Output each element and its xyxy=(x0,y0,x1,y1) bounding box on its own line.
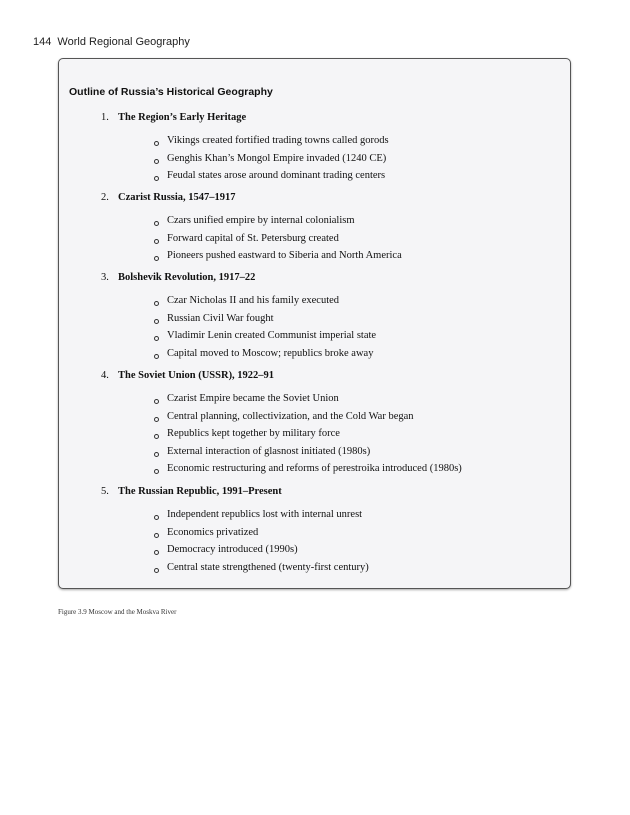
list-item-text: Vladimir Lenin created Communist imperial state xyxy=(167,330,377,341)
circle-bullet-icon xyxy=(154,301,159,306)
list-item-text: Independent republics lost with internal unrest xyxy=(167,509,363,520)
circle-bullet-icon xyxy=(154,256,159,261)
list-item-text: Czarist Empire became the Soviet Union xyxy=(167,393,339,404)
list-item-text: Central state strengthened (twenty-first century) xyxy=(167,561,369,573)
book-title: World Regional Geography xyxy=(57,36,190,48)
section-number: 1. xyxy=(101,112,109,123)
circle-bullet-icon xyxy=(154,319,159,324)
circle-bullet-icon xyxy=(154,141,159,146)
list-item-text: Economics privatized xyxy=(167,526,259,538)
circle-bullet-icon xyxy=(154,417,159,422)
list-item-text: Russian Civil War fought xyxy=(167,312,274,324)
section-title: Czarist Russia, 1547–1917 xyxy=(118,192,236,203)
circle-bullet-icon xyxy=(154,176,159,181)
list-item-text: Feudal states arose around dominant trading centers xyxy=(167,170,386,181)
page-number: 144 xyxy=(33,36,52,48)
outline-title: Outline of Russia’s Historical Geography xyxy=(69,86,273,98)
list-item-text: Central planning, collectivization, and the Cold War began xyxy=(167,410,414,422)
list-item-text: Vikings created fortified trading towns called gorods xyxy=(167,135,389,146)
list-item-text: Democracy introduced (1990s) xyxy=(167,544,298,555)
circle-bullet-icon xyxy=(154,469,159,474)
section-number: 5. xyxy=(101,486,109,497)
section-title: The Soviet Union (USSR), 1922–91 xyxy=(118,370,275,381)
section-title: The Region’s Early Heritage xyxy=(118,112,247,123)
circle-bullet-icon xyxy=(154,354,159,359)
list-item-text: Capital moved to Moscow; republics broke away xyxy=(167,347,374,359)
figure-caption: Figure 3.9 Moscow and the Moskva River xyxy=(58,608,177,616)
circle-bullet-icon xyxy=(154,239,159,244)
circle-bullet-icon xyxy=(154,336,159,341)
circle-bullet-icon xyxy=(154,399,159,404)
circle-bullet-icon xyxy=(154,550,159,555)
section-number: 3. xyxy=(101,272,109,283)
page-header xyxy=(33,36,190,48)
section-number: 4. xyxy=(101,370,109,381)
section-title: Bolshevik Revolution, 1917–22 xyxy=(118,272,256,283)
circle-bullet-icon xyxy=(154,568,159,573)
circle-bullet-icon xyxy=(154,533,159,538)
list-item-text: Pioneers pushed eastward to Siberia and North America xyxy=(167,250,402,261)
section-title: The Russian Republic, 1991–Present xyxy=(118,486,282,497)
list-item-text: Republics kept together by military force xyxy=(167,428,340,439)
circle-bullet-icon xyxy=(154,159,159,164)
circle-bullet-icon xyxy=(154,434,159,439)
list-item-text: Genghis Khan’s Mongol Empire invaded (1240 CE) xyxy=(167,152,387,164)
list-item-text: Forward capital of St. Petersburg created xyxy=(167,232,339,244)
outline-box xyxy=(58,58,571,589)
circle-bullet-icon xyxy=(154,515,159,520)
list-item-text: Czar Nicholas II and his family executed xyxy=(167,295,340,306)
section-number: 2. xyxy=(101,192,109,203)
list-item-text: Economic restructuring and reforms of perestroika introduced (1980s) xyxy=(167,463,462,474)
list-item-text: Czars unified empire by internal colonialism xyxy=(167,215,355,226)
list-item-text: External interaction of glasnost initiated (1980s) xyxy=(167,445,371,457)
circle-bullet-icon xyxy=(154,221,159,226)
circle-bullet-icon xyxy=(154,452,159,457)
